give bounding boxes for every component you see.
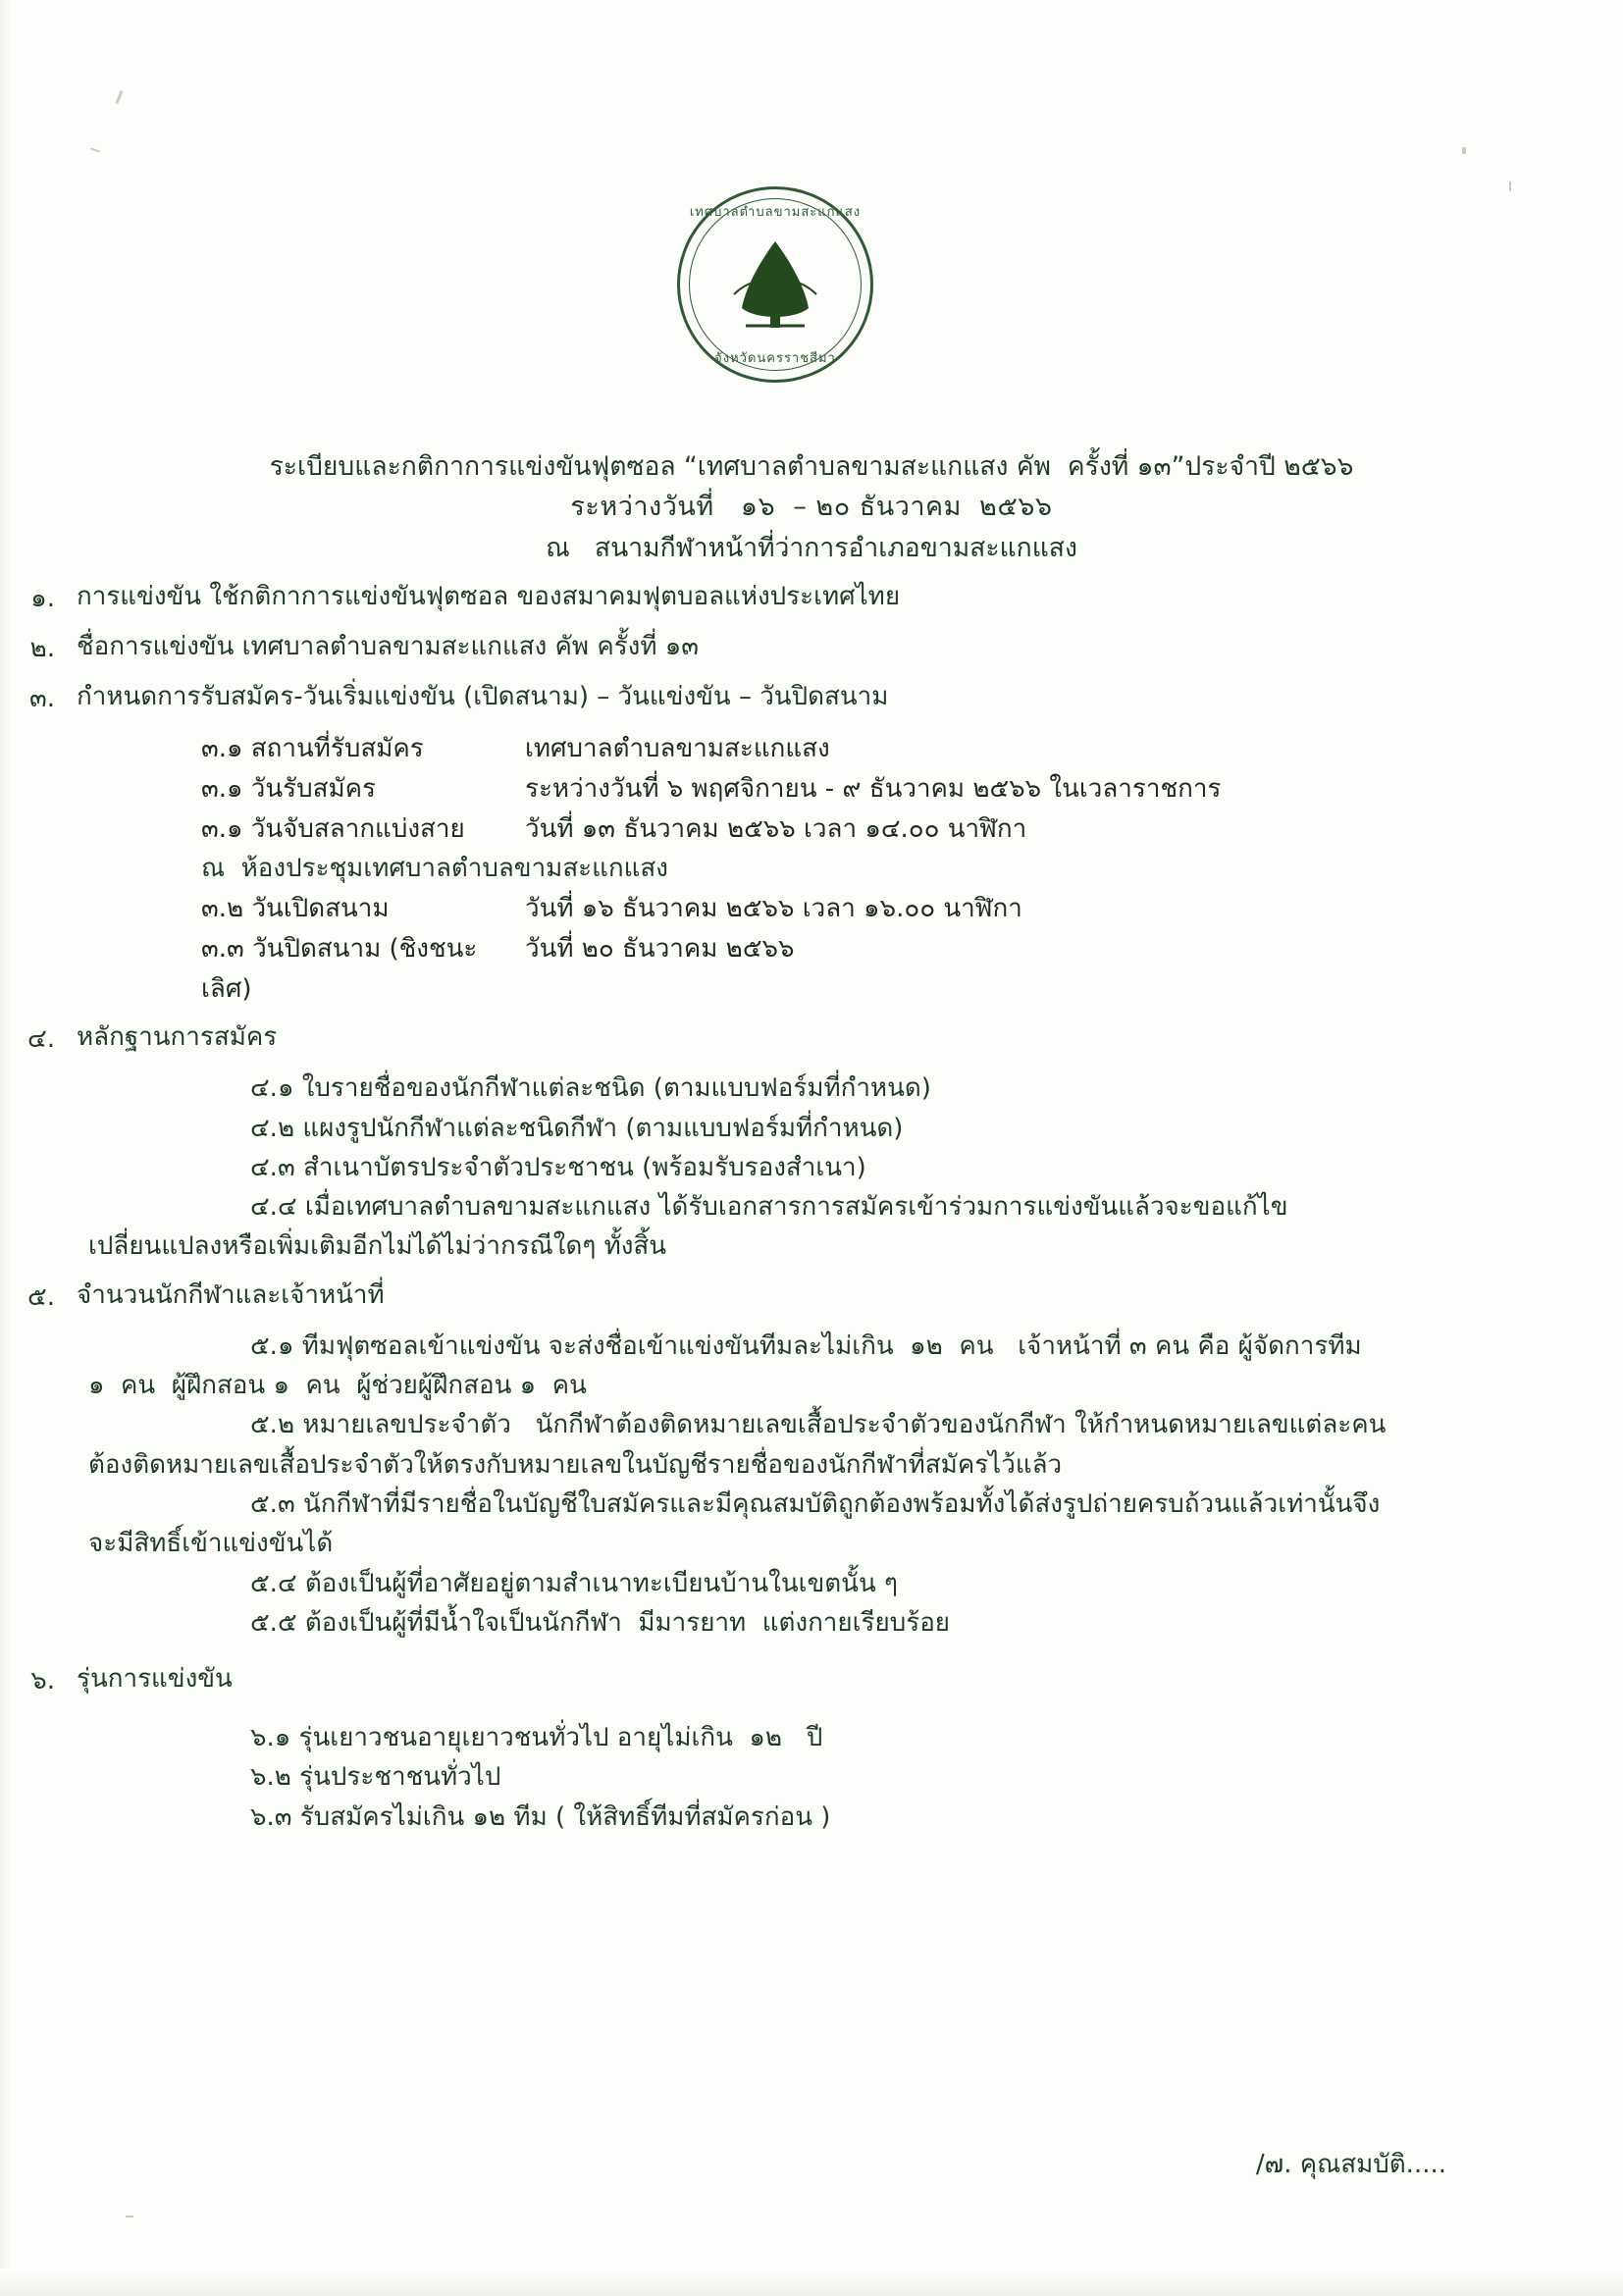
- doc-subitem-label: ๓.๓ วันปิดสนาม (ชิงชนะเลิศ): [201, 934, 478, 1005]
- doc-subitem: [201, 888, 1623, 928]
- doc-subitem-line: ๔.๓ สำเนาบัตรประจำตัวประชาชน (พร้อมรับรองสำเนา): [250, 1152, 866, 1182]
- doc-item-2-text: ชื่อการแข่งขัน เทศบาลตำบลขามสะแกแสง คัพ ครั้งที่ ๑๓: [77, 631, 700, 661]
- doc-subitem-line-continued: ต้องติดหมายเลขเสื้อประจำตัวให้ตรงกับหมายเลขในบัญชีรายชื่อของนักกีฬาที่สมัครไว้แล้ว: [88, 1449, 1063, 1480]
- doc-item-2-number: ๒.: [29, 633, 55, 663]
- doc-subitem-label: ๓.๑ วันรับสมัคร: [201, 773, 377, 804]
- scan-speck: [1462, 147, 1466, 154]
- emblem-top-text: เทศบาลตำบลขามสะแกแสง: [689, 205, 862, 220]
- doc-subitem-line: ๕.๑ ทีมฟุตซอลเข้าแข่งขัน จะส่งชื่อเข้าแข่งขันทีมละไม่เกิน ๑๒ คน เจ้าหน้าที่ ๓ คน คือ ผู้จัดการทีม: [250, 1331, 1362, 1361]
- doc-item-5-text: จำนวนนักกีฬาและเจ้าหน้าที่: [77, 1279, 385, 1310]
- doc-subitem: [201, 928, 1623, 1009]
- doc-item-3: [0, 678, 1623, 718]
- doc-subitem-line: ๖.๑ รุ่นเยาวชนอายุเยาวชนทั่วไป อายุไม่เกิน ๑๒ ปี: [250, 1723, 823, 1753]
- doc-subitem-line: ๕.๔ ต้องเป็นผู้ที่อาศัยอยู่ตามสำเนาทะเบียนบ้านในเขตนั้น ๆ: [250, 1568, 898, 1598]
- scan-speck: [1509, 182, 1511, 191]
- doc-subitem-note: ณ ห้องประชุมเทศบาลตำบลขามสะแกแสง: [201, 853, 668, 883]
- doc-subitem-line-continued: เปลี่ยนแปลงหรือเพิ่มเติมอีกไม่ได้ไม่ว่ากรณีใดๆ ทั้งสิ้น: [88, 1231, 667, 1262]
- doc-item-3-number: ๓.: [28, 683, 55, 713]
- doc-subitem-value: วันที่ ๑๖ ธันวาคม ๒๕๖๖ เวลา ๑๖.๐๐ นาฬิกา: [525, 894, 1022, 924]
- doc-subitem-line: ๔.๑ ใบรายชื่อของนักกีฬาแต่ละชนิด (ตามแบบฟอร์มที่กำหนด): [250, 1073, 931, 1104]
- doc-item-1-number: ๑.: [30, 583, 55, 613]
- doc-subitem-line: ๖.๓ รับสมัครไม่เกิน ๑๒ ทีม ( ให้สิทธิ์ทีมที่สมัครก่อน ): [250, 1801, 831, 1832]
- doc-item-1-text: การแข่งขัน ใช้กติกาการแข่งขันฟุตซอล ของสมาคมฟุตบอลแห่งประเทศไทย: [77, 581, 901, 611]
- doc-item-6: [0, 1660, 1623, 1700]
- scan-speck: [115, 90, 123, 104]
- doc-item-3-text: กำหนดการรับสมัคร-วันเริ่มแข่งขัน (เปิดสนาม) – วันแข่งขัน – วันปิดสนาม: [77, 681, 889, 711]
- doc-subitem: [201, 809, 1623, 849]
- scan-edge-bottom: [0, 2269, 1623, 2296]
- municipality-emblem: [677, 186, 873, 383]
- doc-item-5-subitems: [0, 1327, 1623, 1643]
- doc-subitem-value: วันที่ ๑๓ ธันวาคม ๒๕๖๖ เวลา ๑๔.๐๐ นาฬิกา: [525, 813, 1027, 844]
- doc-item-5: [0, 1277, 1623, 1317]
- page-footer-note: /๗. คุณสมบัติ.....: [1255, 2150, 1446, 2179]
- doc-subitem-line: ๖.๒ รุ่นประชาชนทั่วไป: [250, 1762, 501, 1793]
- scan-speck: [126, 2216, 133, 2218]
- tree-icon: [716, 235, 834, 341]
- doc-subitem-line: ๕.๒ หมายเลขประจำตัว นักกีฬาต้องติดหมายเลขเสื้อประจำตัวของนักกีฬา ให้กำหนดหมายเลขแต่ละคน: [250, 1410, 1387, 1440]
- doc-subitem-line: ๔.๒ แผงรูปนักกีฬาแต่ละชนิดกีฬา (ตามแบบฟอร์มที่กำหนด): [250, 1113, 904, 1143]
- doc-subitem-line: ๕.๓ นักกีฬาที่มีรายชื่อในบัญชีใบสมัครและมีคุณสมบัติถูกต้องพร้อมทั้งได้ส่งรูปถ่ายครบถ้วนแล้วเท่านั้นจึง: [250, 1488, 1381, 1519]
- doc-title-line-2: ระหว่างวันที่ ๑๖ – ๒๐ ธันวาคม ๒๕๖๖: [570, 492, 1053, 523]
- doc-item-4-text: หลักฐานการสมัคร: [77, 1022, 278, 1053]
- doc-item-4-number: ๔.: [27, 1024, 55, 1055]
- emblem-bottom-text: จังหวัดนครราชสีมา: [714, 351, 836, 366]
- doc-subitem-value: เทศบาลตำบลขามสะแกแสง: [525, 733, 830, 763]
- doc-item-6-text: รุ่นการแข่งขัน: [77, 1664, 233, 1695]
- doc-subitem-value: วันที่ ๒๐ ธันวาคม ๒๕๖๖: [525, 934, 795, 965]
- doc-item-4-subitems: [0, 1069, 1623, 1266]
- doc-title-line-3: ณ สนามกีฬาหน้าที่ว่าการอำเภอขามสะแกแสง: [546, 532, 1077, 563]
- doc-item-5-number: ๕.: [27, 1281, 55, 1312]
- doc-subitem-line: ๔.๔ เมื่อเทศบาลตำบลขามสะแกแสง ได้รับเอกสารการสมัครเข้าร่วมการแข่งขันแล้วจะขอแก้ไข: [250, 1192, 1288, 1223]
- doc-subitem-line-continued: ๑ คน ผู้ฝึกสอน ๑ คน ผู้ช่วยผู้ฝึกสอน ๑ คน: [88, 1371, 587, 1401]
- doc-subitem: [201, 768, 1623, 809]
- doc-item-6-number: ๖.: [30, 1666, 55, 1696]
- doc-subitem-label: ๓.๒ วันเปิดสนาม: [201, 894, 390, 924]
- doc-title-line-1: ระเบียบและกติกาการแข่งขันฟุตซอล “เทศบาลตำบลขามสะแกแสง คัพ ครั้งที่ ๑๓”ประจำปี ๒๕๖๖: [269, 451, 1354, 482]
- doc-subitem-line-continued: จะมีสิทธิ์เข้าแข่งขันได้: [88, 1529, 334, 1559]
- document-body: [0, 446, 1623, 1837]
- doc-item-3-subitems: [0, 728, 1623, 1009]
- doc-item-6-subitems: [0, 1718, 1623, 1837]
- doc-subitem-label: ๓.๑ วันจับสลากแบ่งสาย: [201, 813, 465, 844]
- doc-item-2: [0, 628, 1623, 668]
- doc-subitem-label: ๓.๑ สถานที่รับสมัคร: [201, 733, 424, 763]
- scan-speck: [90, 148, 100, 153]
- doc-subitem: [201, 728, 1623, 768]
- doc-subitem-value: ระหว่างวันที่ ๖ พฤศจิกายน - ๙ ธันวาคม ๒๕๖๖ ในเวลาราชการ: [525, 773, 1222, 804]
- doc-item-1: [0, 578, 1623, 618]
- doc-subitem-line: ๕.๕ ต้องเป็นผู้ที่มีน้ำใจเป็นนักกีฬา มีมารยาท แต่งกายเรียบร้อย: [250, 1607, 951, 1638]
- doc-item-4: [0, 1018, 1623, 1059]
- emblem-circle: [677, 186, 873, 383]
